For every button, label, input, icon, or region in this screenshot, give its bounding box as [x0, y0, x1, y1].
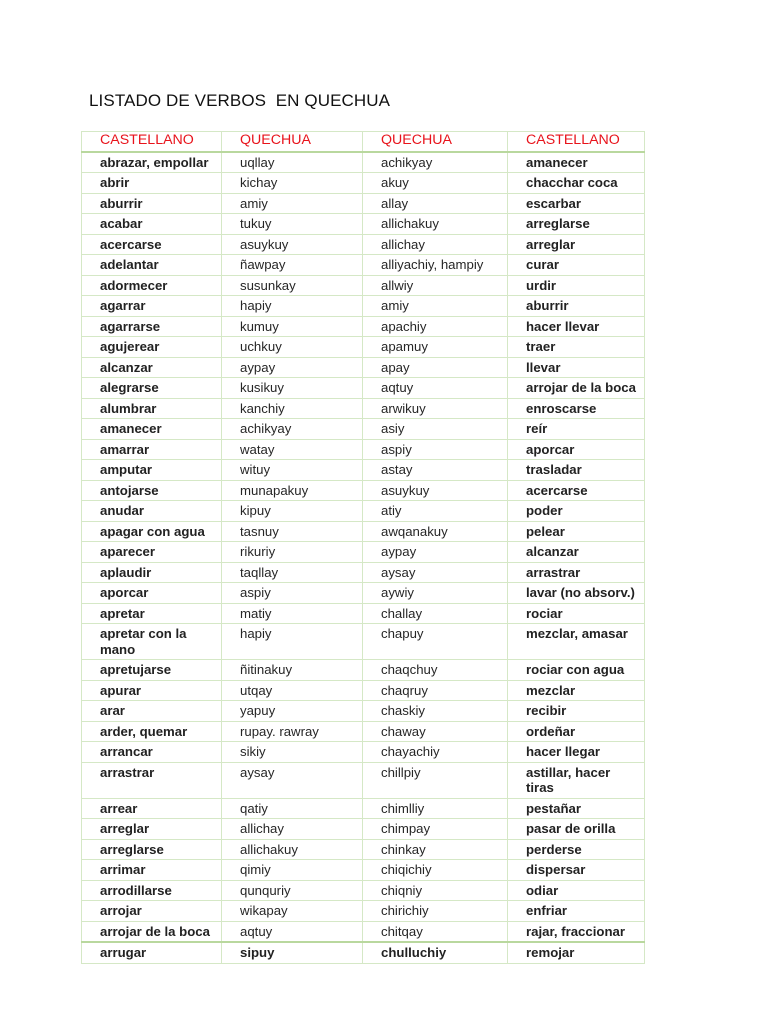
cell-castellano: arrojar de la boca [82, 921, 222, 942]
cell-castellano: acabar [82, 214, 222, 235]
cell-castellano: aburrir [508, 296, 645, 317]
cell-castellano: agarrarse [82, 316, 222, 337]
header-castellano: CASTELLANO [82, 132, 222, 152]
cell-quechua: chaqchuy [363, 660, 508, 681]
cell-quechua: achikyay [222, 419, 363, 440]
cell-castellano: mezclar [508, 680, 645, 701]
cell-castellano: arreglar [82, 819, 222, 840]
table-row [82, 398, 645, 419]
table-row [82, 839, 645, 860]
table-row [82, 860, 645, 881]
cell-quechua: apachiy [363, 316, 508, 337]
cell-quechua: chayachiy [363, 742, 508, 763]
cell-quechua: arwikuy [363, 398, 508, 419]
cell-castellano: arrugar [82, 942, 222, 963]
cell-castellano: arreglarse [508, 214, 645, 235]
cell-castellano: reír [508, 419, 645, 440]
cell-castellano: trasladar [508, 460, 645, 481]
document-title: LISTADO DE VERBOS EN QUECHUA [89, 91, 391, 110]
cell-castellano: recibir [508, 701, 645, 722]
table-row [82, 921, 645, 942]
cell-quechua: allay [363, 193, 508, 214]
cell-castellano: arrodillarse [82, 880, 222, 901]
table-row [82, 296, 645, 317]
table-row [82, 798, 645, 819]
cell-quechua: aspiy [222, 583, 363, 604]
header-castellano: CASTELLANO [508, 132, 645, 152]
cell-quechua: rupay. rawray [222, 721, 363, 742]
cell-castellano: arrancar [82, 742, 222, 763]
table-row [82, 275, 645, 296]
table-row [82, 742, 645, 763]
cell-castellano: rociar [508, 603, 645, 624]
cell-castellano: apretar [82, 603, 222, 624]
table-row [82, 460, 645, 481]
table-row [82, 542, 645, 563]
cell-castellano: anudar [82, 501, 222, 522]
cell-castellano: perderse [508, 839, 645, 860]
cell-quechua: chitqay [363, 921, 508, 942]
table-row [82, 603, 645, 624]
cell-quechua: asuykuy [222, 234, 363, 255]
cell-castellano: aparecer [82, 542, 222, 563]
cell-quechua: chaway [363, 721, 508, 742]
cell-quechua: kanchiy [222, 398, 363, 419]
table-row [82, 234, 645, 255]
cell-castellano: ordeñar [508, 721, 645, 742]
cell-castellano: apurar [82, 680, 222, 701]
cell-castellano: apagar con agua [82, 521, 222, 542]
cell-quechua: allichay [222, 819, 363, 840]
cell-castellano: arrastrar [82, 762, 222, 798]
table-row [82, 942, 645, 963]
cell-quechua: sikiy [222, 742, 363, 763]
cell-castellano: aporcar [82, 583, 222, 604]
cell-castellano: arrojar [82, 901, 222, 922]
cell-quechua: ñitinakuy [222, 660, 363, 681]
cell-quechua: chillpiy [363, 762, 508, 798]
cell-quechua: hapiy [222, 624, 363, 660]
cell-quechua: astay [363, 460, 508, 481]
cell-quechua: apay [363, 357, 508, 378]
cell-castellano: abrazar, empollar [82, 152, 222, 173]
cell-quechua: sipuy [222, 942, 363, 963]
cell-castellano: odiar [508, 880, 645, 901]
cell-castellano: rajar, fraccionar [508, 921, 645, 942]
table-row [82, 378, 645, 399]
cell-castellano: rociar con agua [508, 660, 645, 681]
cell-quechua: utqay [222, 680, 363, 701]
table-row [82, 193, 645, 214]
cell-quechua: allwiy [363, 275, 508, 296]
cell-castellano: escarbar [508, 193, 645, 214]
cell-quechua: munapakuy [222, 480, 363, 501]
cell-castellano: agarrar [82, 296, 222, 317]
cell-castellano: arrastrar [508, 562, 645, 583]
cell-castellano: amarrar [82, 439, 222, 460]
cell-quechua: tasnuy [222, 521, 363, 542]
header-quechua: QUECHUA [222, 132, 363, 152]
cell-quechua: chimpay [363, 819, 508, 840]
cell-castellano: hacer llevar [508, 316, 645, 337]
cell-castellano: urdir [508, 275, 645, 296]
cell-quechua: aqtuy [222, 921, 363, 942]
cell-castellano: dispersar [508, 860, 645, 881]
cell-castellano: poder [508, 501, 645, 522]
cell-castellano: amanecer [508, 152, 645, 173]
table-row [82, 880, 645, 901]
cell-castellano: acercarse [82, 234, 222, 255]
table-row [82, 501, 645, 522]
cell-quechua: amiy [222, 193, 363, 214]
cell-castellano: pasar de orilla [508, 819, 645, 840]
cell-castellano: alegrarse [82, 378, 222, 399]
cell-castellano: apretujarse [82, 660, 222, 681]
table-row [82, 152, 645, 173]
table-row [82, 660, 645, 681]
cell-quechua: chirichiy [363, 901, 508, 922]
table-row [82, 439, 645, 460]
cell-quechua: aqtuy [363, 378, 508, 399]
cell-quechua: aysay [363, 562, 508, 583]
cell-quechua: awqanakuy [363, 521, 508, 542]
cell-quechua: yapuy [222, 701, 363, 722]
cell-castellano: pelear [508, 521, 645, 542]
table-row [82, 721, 645, 742]
cell-castellano: arar [82, 701, 222, 722]
cell-quechua: chiqniy [363, 880, 508, 901]
table-row [82, 562, 645, 583]
table-row [82, 173, 645, 194]
table-row [82, 316, 645, 337]
cell-castellano: aporcar [508, 439, 645, 460]
cell-quechua: asuykuy [363, 480, 508, 501]
header-quechua: QUECHUA [363, 132, 508, 152]
table-row [82, 255, 645, 276]
cell-castellano: acercarse [508, 480, 645, 501]
cell-quechua: akuy [363, 173, 508, 194]
cell-quechua: kichay [222, 173, 363, 194]
cell-quechua: wituy [222, 460, 363, 481]
table-row [82, 680, 645, 701]
cell-quechua: watay [222, 439, 363, 460]
cell-castellano: enroscarse [508, 398, 645, 419]
cell-castellano: aplaudir [82, 562, 222, 583]
cell-quechua: amiy [363, 296, 508, 317]
cell-quechua: matiy [222, 603, 363, 624]
cell-quechua: atiy [363, 501, 508, 522]
cell-quechua: achikyay [363, 152, 508, 173]
cell-quechua: wikapay [222, 901, 363, 922]
cell-quechua: chulluchiy [363, 942, 508, 963]
cell-castellano: astillar, hacer tiras [508, 762, 645, 798]
cell-quechua: uqllay [222, 152, 363, 173]
cell-castellano: arrojar de la boca [508, 378, 645, 399]
cell-quechua: aypay [222, 357, 363, 378]
cell-quechua: allichakuy [222, 839, 363, 860]
table-header-row [82, 132, 645, 152]
cell-castellano: amputar [82, 460, 222, 481]
table-row [82, 819, 645, 840]
cell-quechua: susunkay [222, 275, 363, 296]
table-row [82, 521, 645, 542]
cell-castellano: arder, quemar [82, 721, 222, 742]
cell-quechua: challay [363, 603, 508, 624]
cell-quechua: chimlliy [363, 798, 508, 819]
table-row [82, 701, 645, 722]
cell-castellano: llevar [508, 357, 645, 378]
cell-quechua: qatiy [222, 798, 363, 819]
table-row [82, 583, 645, 604]
table-row [82, 480, 645, 501]
cell-castellano: abrir [82, 173, 222, 194]
cell-castellano: agujerear [82, 337, 222, 358]
cell-quechua: kipuy [222, 501, 363, 522]
cell-quechua: alliyachiy, hampiy [363, 255, 508, 276]
cell-castellano: lavar (no absorv.) [508, 583, 645, 604]
cell-castellano: amanecer [82, 419, 222, 440]
cell-castellano: apretar con la mano [82, 624, 222, 660]
cell-quechua: chaqruy [363, 680, 508, 701]
cell-quechua: aypay [363, 542, 508, 563]
table-row [82, 357, 645, 378]
cell-castellano: curar [508, 255, 645, 276]
cell-castellano: alumbrar [82, 398, 222, 419]
cell-quechua: chaskiy [363, 701, 508, 722]
cell-quechua: uchkuy [222, 337, 363, 358]
cell-quechua: tukuy [222, 214, 363, 235]
cell-castellano: remojar [508, 942, 645, 963]
cell-castellano: arrimar [82, 860, 222, 881]
table-row [82, 624, 645, 660]
cell-quechua: rikuriy [222, 542, 363, 563]
cell-quechua: allichakuy [363, 214, 508, 235]
cell-quechua: aspiy [363, 439, 508, 460]
cell-castellano: alcanzar [508, 542, 645, 563]
cell-castellano: arreglarse [82, 839, 222, 860]
table-row [82, 214, 645, 235]
table-body [82, 152, 645, 964]
cell-castellano: adelantar [82, 255, 222, 276]
cell-quechua: apamuy [363, 337, 508, 358]
cell-quechua: taqllay [222, 562, 363, 583]
cell-quechua: ñawpay [222, 255, 363, 276]
cell-quechua: qunquriy [222, 880, 363, 901]
cell-castellano: pestañar [508, 798, 645, 819]
table-row [82, 762, 645, 798]
cell-castellano: chacchar coca [508, 173, 645, 194]
cell-castellano: arrear [82, 798, 222, 819]
cell-quechua: qimiy [222, 860, 363, 881]
cell-quechua: kusikuy [222, 378, 363, 399]
cell-castellano: mezclar, amasar [508, 624, 645, 660]
cell-quechua: chinkay [363, 839, 508, 860]
cell-quechua: chapuy [363, 624, 508, 660]
cell-quechua: kumuy [222, 316, 363, 337]
table-row [82, 419, 645, 440]
cell-castellano: antojarse [82, 480, 222, 501]
cell-quechua: hapiy [222, 296, 363, 317]
cell-castellano: alcanzar [82, 357, 222, 378]
verb-table [81, 131, 645, 964]
cell-castellano: enfriar [508, 901, 645, 922]
cell-quechua: aysay [222, 762, 363, 798]
cell-castellano: traer [508, 337, 645, 358]
cell-quechua: asiy [363, 419, 508, 440]
cell-quechua: allichay [363, 234, 508, 255]
cell-castellano: arreglar [508, 234, 645, 255]
table-row [82, 901, 645, 922]
table-row [82, 337, 645, 358]
cell-castellano: aburrir [82, 193, 222, 214]
cell-castellano: hacer llegar [508, 742, 645, 763]
cell-quechua: aywiy [363, 583, 508, 604]
cell-castellano: adormecer [82, 275, 222, 296]
cell-quechua: chiqichiy [363, 860, 508, 881]
